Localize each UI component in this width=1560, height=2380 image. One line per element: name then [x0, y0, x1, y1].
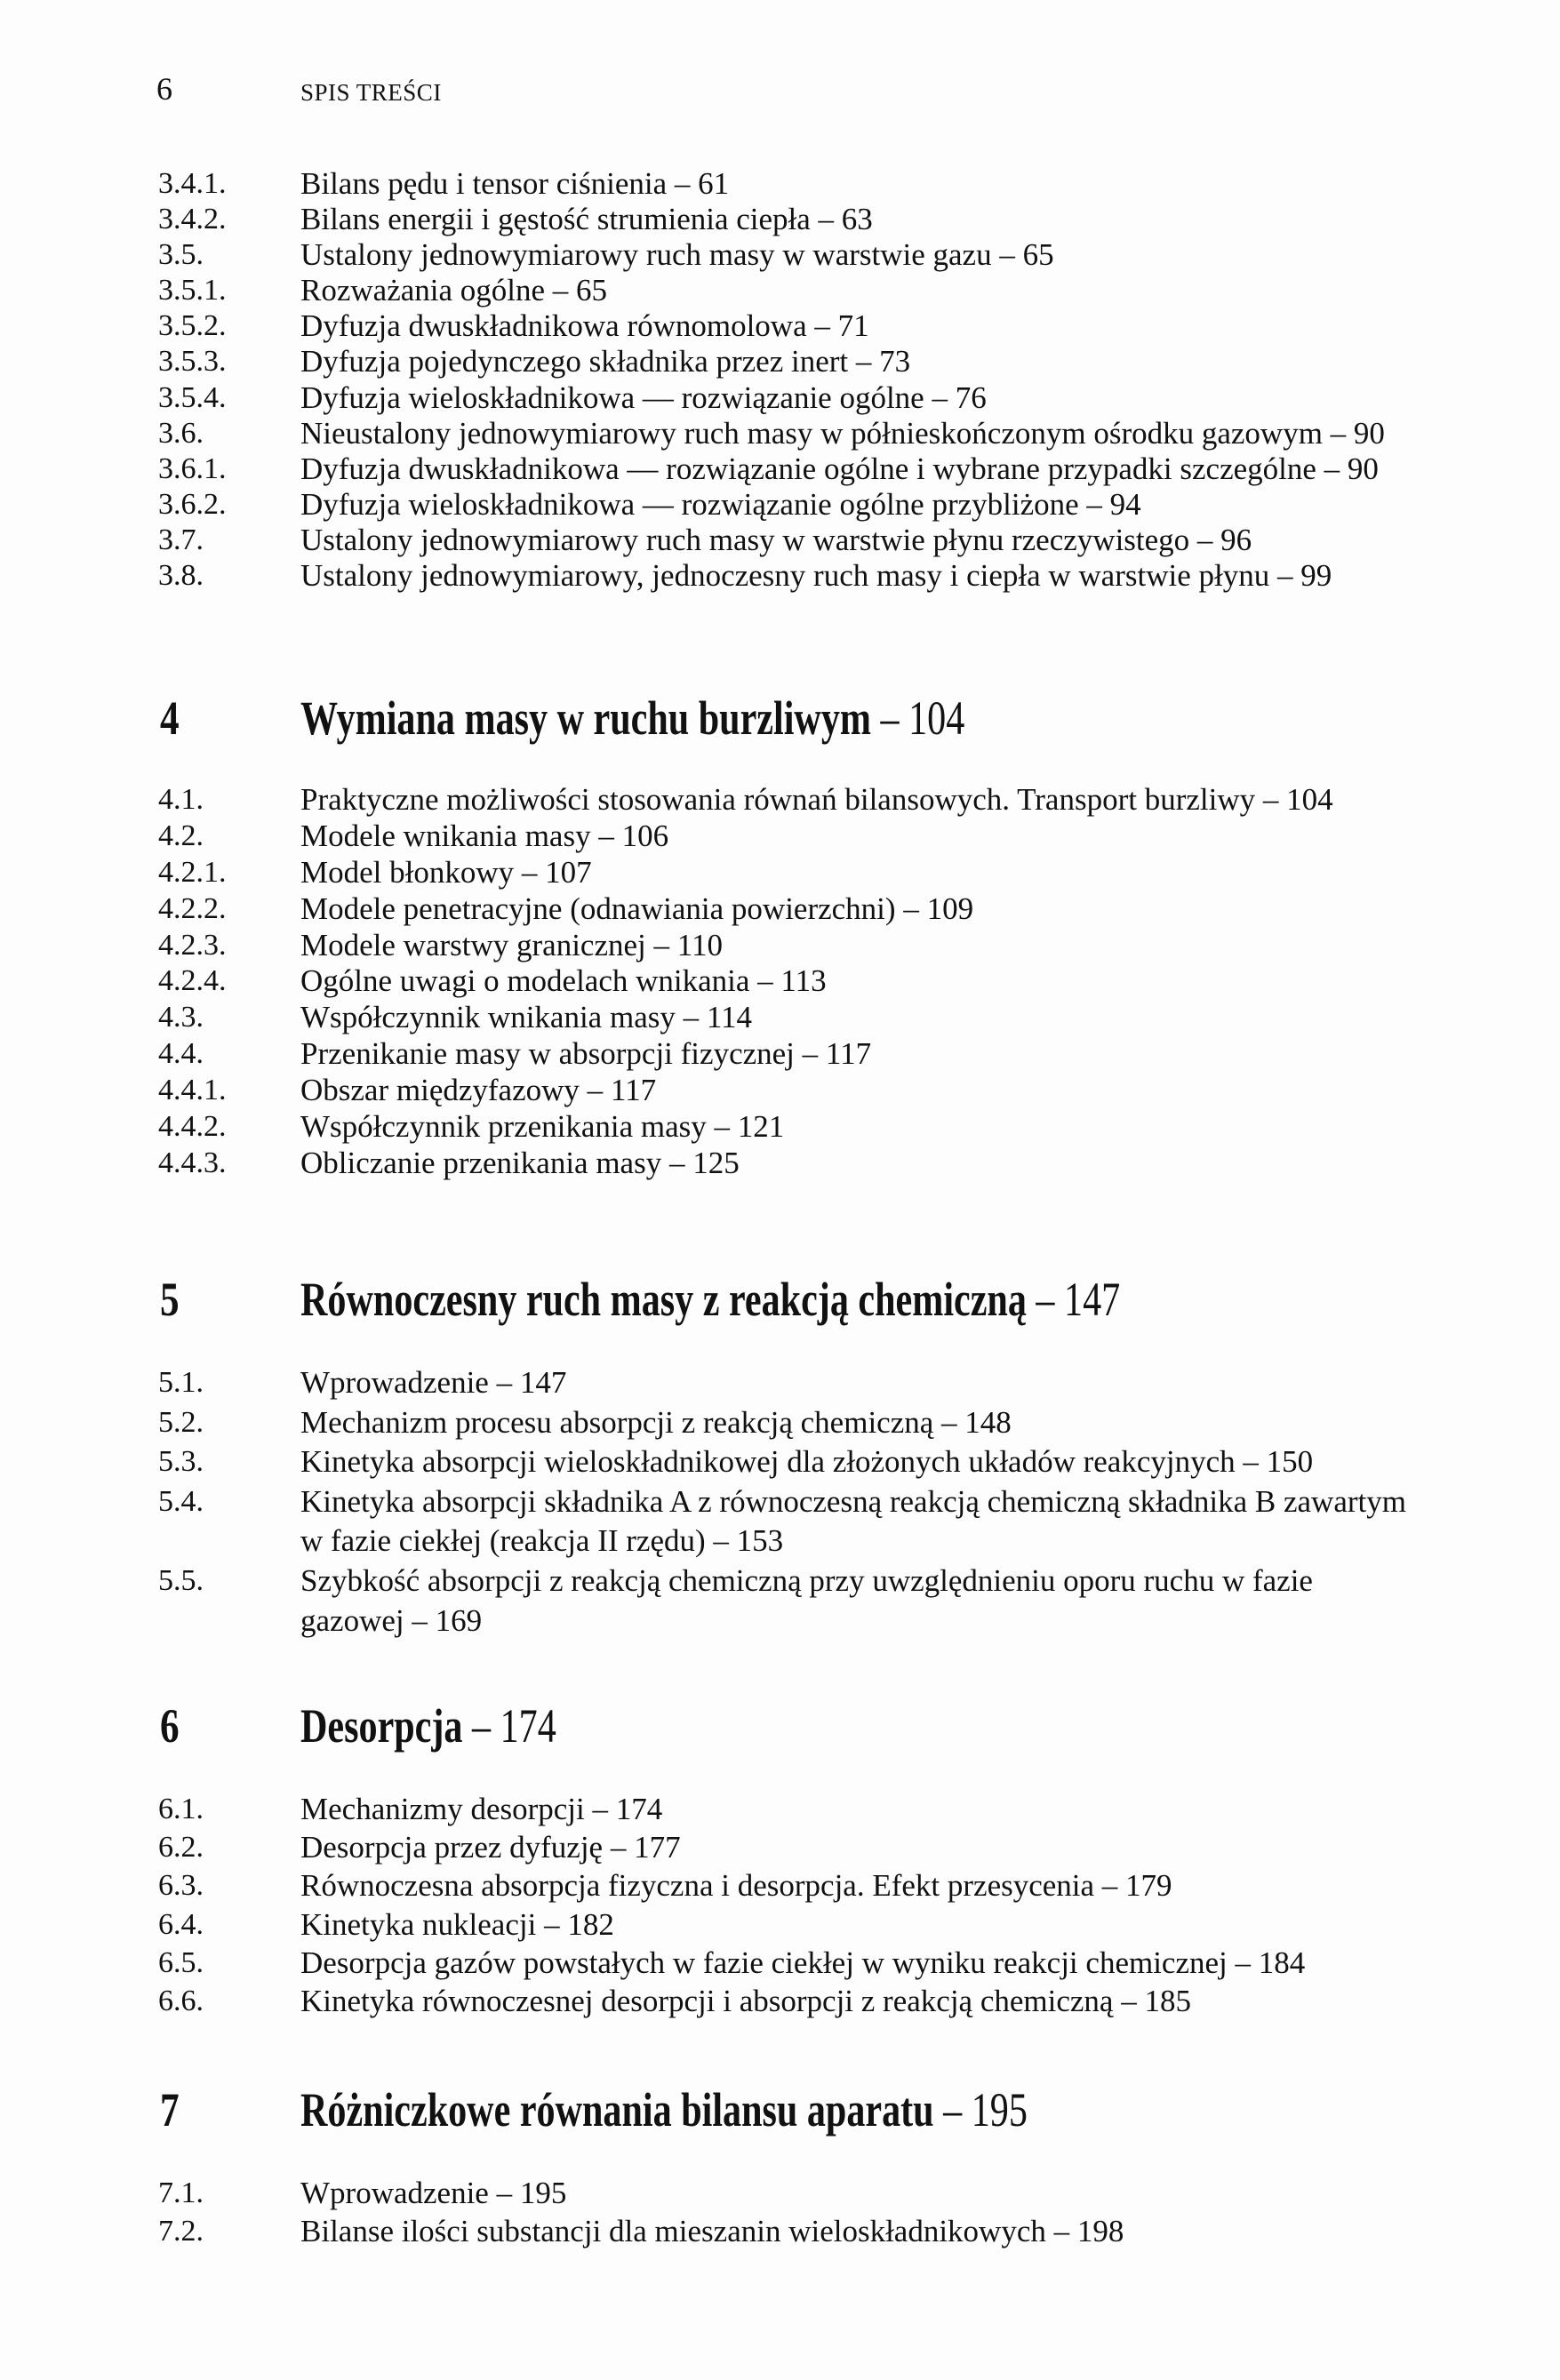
- toc-entry: [158, 1945, 1509, 1984]
- toc-entry: [158, 2214, 1509, 2252]
- section-number: 4.1.: [158, 783, 204, 816]
- section-title: Bilans pędu i tensor ciśnienia – 61: [300, 166, 730, 201]
- toc-entry: [158, 855, 1509, 891]
- toc-entry: [158, 1984, 1509, 2022]
- section-number: 3.5.: [158, 238, 204, 272]
- section-number: 4.3.: [158, 1001, 204, 1034]
- section-title: Kinetyka absorpcji składnika A z równoczesną reakcją chemiczną składnika B zawartym: [300, 1483, 1406, 1519]
- section-number: 3.6.: [158, 416, 204, 450]
- section-number: 4.2.4.: [158, 964, 227, 998]
- section-title: Rozważania ogólne – 65: [300, 273, 608, 308]
- section-title: Ustalony jednowymiarowy ruch masy w warstwie gazu – 65: [300, 237, 1054, 273]
- section-title: Dyfuzja dwuskładnikowa — rozwiązanie ogólne i wybrane przypadki szczególne – 90: [300, 451, 1379, 486]
- toc-sections-chapter-4: [158, 782, 1509, 1182]
- toc-entry: [158, 1109, 1509, 1146]
- section-title: Dyfuzja wieloskładnikowa — rozwiązanie ogólne przybliżone – 94: [300, 486, 1141, 522]
- section-number: 3.6.1.: [158, 451, 227, 485]
- section-title: Bilans energii i gęstość strumienia ciepła – 63: [300, 202, 873, 237]
- section-number: 5.4.: [158, 1484, 204, 1518]
- chapter-heading: [160, 1697, 1511, 1754]
- chapter-title-line: [300, 1697, 556, 1754]
- chapter-number: 7: [160, 2083, 180, 2136]
- toc-entry-continuation: [158, 1603, 1509, 1643]
- section-number: 3.8.: [158, 559, 204, 593]
- section-title: Szybkość absorpcji z reakcją chemiczną przy uwzględnieniu oporu ruchu w fazie: [300, 1562, 1313, 1598]
- section-number: 4.4.1.: [158, 1074, 227, 1107]
- section-title: Model błonkowy – 107: [300, 854, 592, 890]
- toc-sections-chapter-3: [158, 166, 1509, 594]
- section-number: 6.3.: [158, 1869, 204, 1903]
- section-title: Desorpcja gazów powstałych w fazie ciekłej w wyniku reakcji chemicznej – 184: [300, 1945, 1306, 1980]
- section-title: Ustalony jednowymiarowy ruch masy w warstwie płynu rzeczywistego – 96: [300, 522, 1252, 557]
- section-title: Współczynnik wnikania masy – 114: [300, 1000, 753, 1035]
- toc-entry: [158, 1484, 1509, 1524]
- toc-sections-chapter-7: [158, 2176, 1509, 2252]
- section-number: 6.6.: [158, 1984, 204, 2017]
- chapter-heading: [160, 2081, 1511, 2138]
- section-number: 3.6.2.: [158, 487, 227, 521]
- toc-entry: [158, 1830, 1509, 1868]
- section-title: Obszar międzyfazowy – 117: [300, 1073, 657, 1108]
- toc-entry: [158, 273, 1509, 308]
- section-number: 6.2.: [158, 1831, 204, 1865]
- toc-sections-chapter-5: [158, 1365, 1509, 1642]
- section-title: Desorpcja przez dyfuzję – 177: [300, 1830, 681, 1865]
- section-number: 6.1.: [158, 1793, 204, 1825]
- section-title: Dyfuzja dwuskładnikowa równomolowa – 71: [300, 308, 869, 344]
- chapter-separator: –: [472, 1699, 492, 1753]
- toc-entry: [158, 782, 1509, 819]
- chapter-number: 6: [160, 1699, 180, 1753]
- section-number: 4.4.2.: [158, 1110, 227, 1144]
- chapter-separator: –: [943, 2083, 963, 2136]
- section-number: 3.4.1.: [158, 167, 227, 200]
- toc-entry: [158, 416, 1509, 451]
- chapter-title: Desorpcja: [300, 1699, 463, 1753]
- section-number: 4.2.: [158, 819, 204, 852]
- toc-entry: [158, 1365, 1509, 1405]
- chapter-title-line: [300, 690, 964, 747]
- section-number: 3.4.2.: [158, 203, 227, 236]
- toc-entry-continuation: [158, 1523, 1509, 1563]
- section-number: 7.2.: [158, 2215, 204, 2248]
- section-number: 5.3.: [158, 1445, 204, 1479]
- section-title: Modele wnikania masy – 106: [300, 818, 669, 853]
- section-title: Wprowadzenie – 195: [300, 2176, 567, 2210]
- section-number: 4.4.: [158, 1037, 204, 1071]
- toc-entry: [158, 344, 1509, 379]
- section-number: 3.5.3.: [158, 345, 227, 379]
- chapter-number: 5: [160, 1273, 180, 1326]
- section-number: 5.2.: [158, 1405, 204, 1439]
- section-number: 7.1.: [158, 2176, 204, 2209]
- toc-entry: [158, 308, 1509, 344]
- section-number: 4.2.2.: [158, 891, 227, 925]
- toc-entry: [158, 558, 1509, 594]
- toc-entry: [158, 1868, 1509, 1906]
- chapter-title-line: [300, 1271, 1120, 1328]
- toc-entry: [158, 1146, 1509, 1182]
- chapter-number: 4: [160, 691, 180, 745]
- toc-entry: [158, 487, 1509, 523]
- section-title: Mechanizmy desorpcji – 174: [300, 1792, 663, 1826]
- section-number: 5.1.: [158, 1366, 204, 1399]
- section-title: gazowej – 169: [300, 1602, 483, 1638]
- section-number: 6.4.: [158, 1907, 204, 1941]
- section-title: Nieustalony jednowymiarowy ruch masy w półnieskończonym ośrodku gazowym – 90: [300, 415, 1385, 451]
- chapter-heading: [160, 1271, 1511, 1328]
- running-title: SPIS TREŚCI: [300, 79, 442, 106]
- section-number: 3.5.2.: [158, 309, 227, 343]
- section-title: Równoczesna absorpcja fizyczna i desorpcja. Efekt przesycenia – 179: [300, 1868, 1172, 1904]
- section-title: Współczynnik przenikania masy – 121: [300, 1109, 785, 1145]
- toc-entry: [158, 523, 1509, 558]
- toc-entry: [158, 1792, 1509, 1830]
- section-title: Wprowadzenie – 147: [300, 1365, 567, 1400]
- section-title: Modele warstwy granicznej – 110: [300, 927, 723, 962]
- toc-entry: [158, 963, 1509, 1000]
- toc-entry: [158, 166, 1509, 202]
- chapter-page: 195: [971, 2083, 1028, 2136]
- page-number: 6: [156, 71, 172, 107]
- section-number: 4.2.3.: [158, 928, 227, 962]
- toc-entry: [158, 891, 1509, 928]
- toc-entry: [158, 1907, 1509, 1945]
- section-title: Kinetyka nukleacji – 182: [300, 1906, 614, 1942]
- chapter-page: 104: [908, 691, 965, 745]
- section-title: Ustalony jednowymiarowy, jednoczesny ruch masy i ciepła w warstwie płynu – 99: [300, 558, 1332, 594]
- chapter-heading: [160, 690, 1511, 747]
- section-title: Dyfuzja wieloskładnikowa — rozwiązanie ogólne – 76: [300, 379, 987, 415]
- section-title: Dyfuzja pojedynczego składnika przez inert – 73: [300, 344, 911, 379]
- chapter-title: Różniczkowe równania bilansu aparatu: [300, 2083, 934, 2136]
- toc-entry: [158, 1563, 1509, 1603]
- section-title: w fazie ciekłej (reakcja II rzędu) – 153: [300, 1523, 784, 1559]
- toc-entry: [158, 451, 1509, 487]
- section-title: Bilanse ilości substancji dla mieszanin wieloskładnikowych – 198: [300, 2214, 1124, 2248]
- section-title: Mechanizm procesu absorpcji z reakcją chemiczną – 148: [300, 1404, 1012, 1440]
- toc-entry: [158, 819, 1509, 855]
- toc-entry: [158, 1405, 1509, 1445]
- section-title: Obliczanie przenikania masy – 125: [300, 1145, 740, 1180]
- chapter-title: Równoczesny ruch masy z reakcją chemiczną: [300, 1273, 1027, 1326]
- section-title: Modele penetracyjne (odnawiania powierzchni) – 109: [300, 891, 974, 926]
- toc-entry: [158, 1073, 1509, 1109]
- section-number: 4.2.1.: [158, 855, 227, 889]
- section-title: Praktyczne możliwości stosowania równań bilansowych. Transport burzliwy – 104: [300, 782, 1333, 817]
- toc-sections-chapter-6: [158, 1792, 1509, 2022]
- section-title: Kinetyka absorpcji wieloskładnikowej dla złożonych układów reakcyjnych – 150: [300, 1444, 1314, 1480]
- toc-entry: [158, 2176, 1509, 2214]
- section-number: 3.7.: [158, 523, 204, 556]
- chapter-separator: –: [1036, 1273, 1055, 1326]
- toc-entry: [158, 237, 1509, 273]
- chapter-page: 147: [1064, 1273, 1121, 1326]
- chapter-title-line: [300, 2081, 1028, 2138]
- section-title: Przenikanie masy w absorpcji fizycznej – 117: [300, 1036, 872, 1072]
- section-title: Kinetyka równoczesnej desorpcji i absorpcji z reakcją chemiczną – 185: [300, 1983, 1191, 2018]
- section-number: 6.5.: [158, 1945, 204, 1979]
- section-title: Ogólne uwagi o modelach wnikania – 113: [300, 963, 827, 999]
- toc-entry: [158, 1000, 1509, 1036]
- section-number: 4.4.3.: [158, 1146, 227, 1179]
- section-number: 5.5.: [158, 1563, 204, 1597]
- toc-entry: [158, 380, 1509, 416]
- section-number: 3.5.4.: [158, 380, 227, 414]
- chapter-page: 174: [500, 1699, 556, 1753]
- section-number: 3.5.1.: [158, 274, 227, 307]
- chapter-title: Wymiana masy w ruchu burzliwym: [300, 691, 871, 745]
- toc-entry: [158, 928, 1509, 964]
- toc-entry: [158, 202, 1509, 237]
- running-header: [156, 68, 1401, 110]
- toc-entry: [158, 1444, 1509, 1484]
- chapter-separator: –: [880, 691, 900, 745]
- toc-entry: [158, 1036, 1509, 1073]
